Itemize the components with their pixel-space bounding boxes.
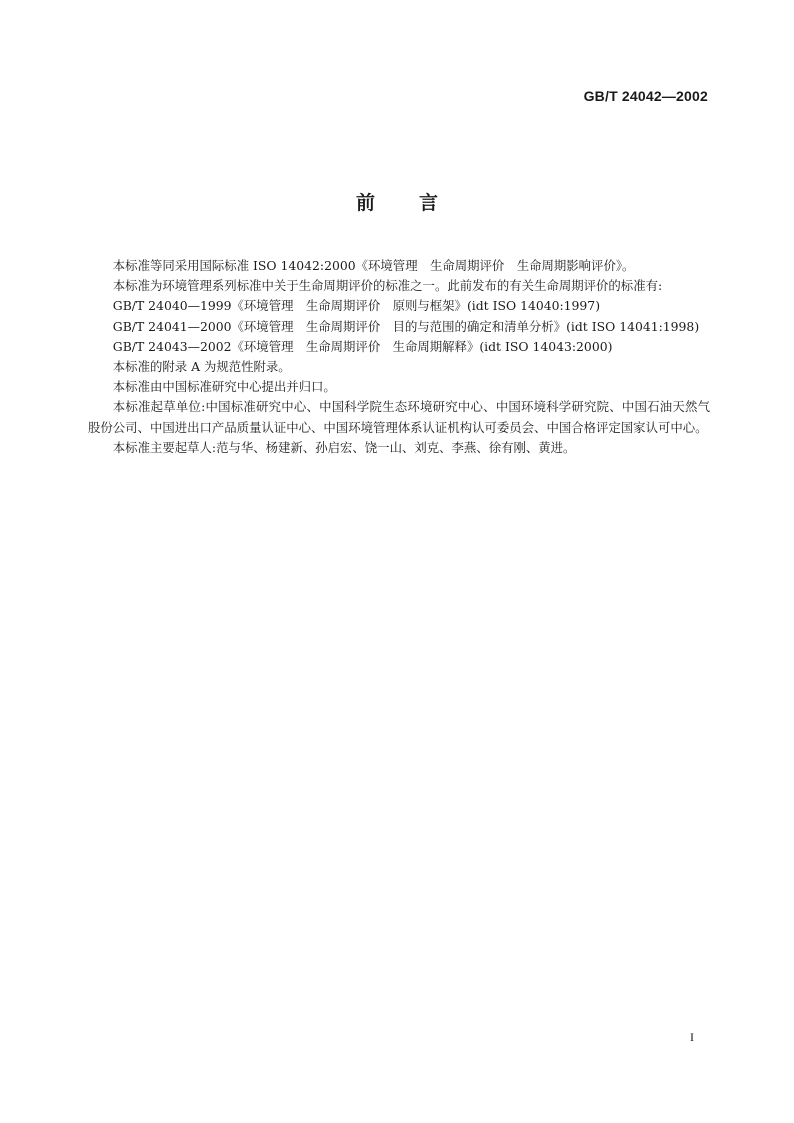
paragraph-drafting-units: 本标准起草单位:中国标准研究中心、中国科学院生态环境研究中心、中国环境科学研究院、中国石油天然气股份公司、中国进出口产品质量认证中心、中国环境管理体系认证机构认可委员会、中国合格评定国家认可中心。: [88, 399, 710, 435]
paragraph-drafters: 本标准主要起草人:范与华、杨建新、孙启宏、饶一山、刘克、李燕、徐有刚、黄进。: [112, 439, 576, 455]
standard-number-header: GB/T 24042—2002: [583, 88, 708, 104]
paragraph-appendix: 本标准的附录 A 为规范性附录。: [112, 359, 291, 375]
page-number: I: [690, 1030, 694, 1044]
paragraph-proposer: 本标准由中国标准研究中心提出并归口。: [112, 379, 336, 395]
paragraph-series-intro: 本标准为环境管理系列标准中关于生命周期评价的标准之一。此前发布的有关生命周期评价的标准有:: [112, 278, 663, 294]
paragraph-related-standard-24041: GB/T 24041—2000《环境管理 生命周期评价 目的与范围的确定和清单分析》(idt ISO 14041:1998): [112, 318, 700, 334]
foreword-body: [88, 256, 710, 458]
page-title: 前言: [355, 192, 482, 214]
paragraph-related-standard-24043: GB/T 24043—2002《环境管理 生命周期评价 生命周期解释》(idt ISO 14043:2000): [112, 338, 613, 354]
paragraph-adoption: 本标准等同采用国际标准 ISO 14042:2000《环境管理 生命周期评价 生命周期影响评价》。: [112, 258, 635, 273]
paragraph-related-standard-24040: GB/T 24040—1999《环境管理 生命周期评价 原则与框架》(idt ISO 14040:1997): [112, 298, 601, 314]
